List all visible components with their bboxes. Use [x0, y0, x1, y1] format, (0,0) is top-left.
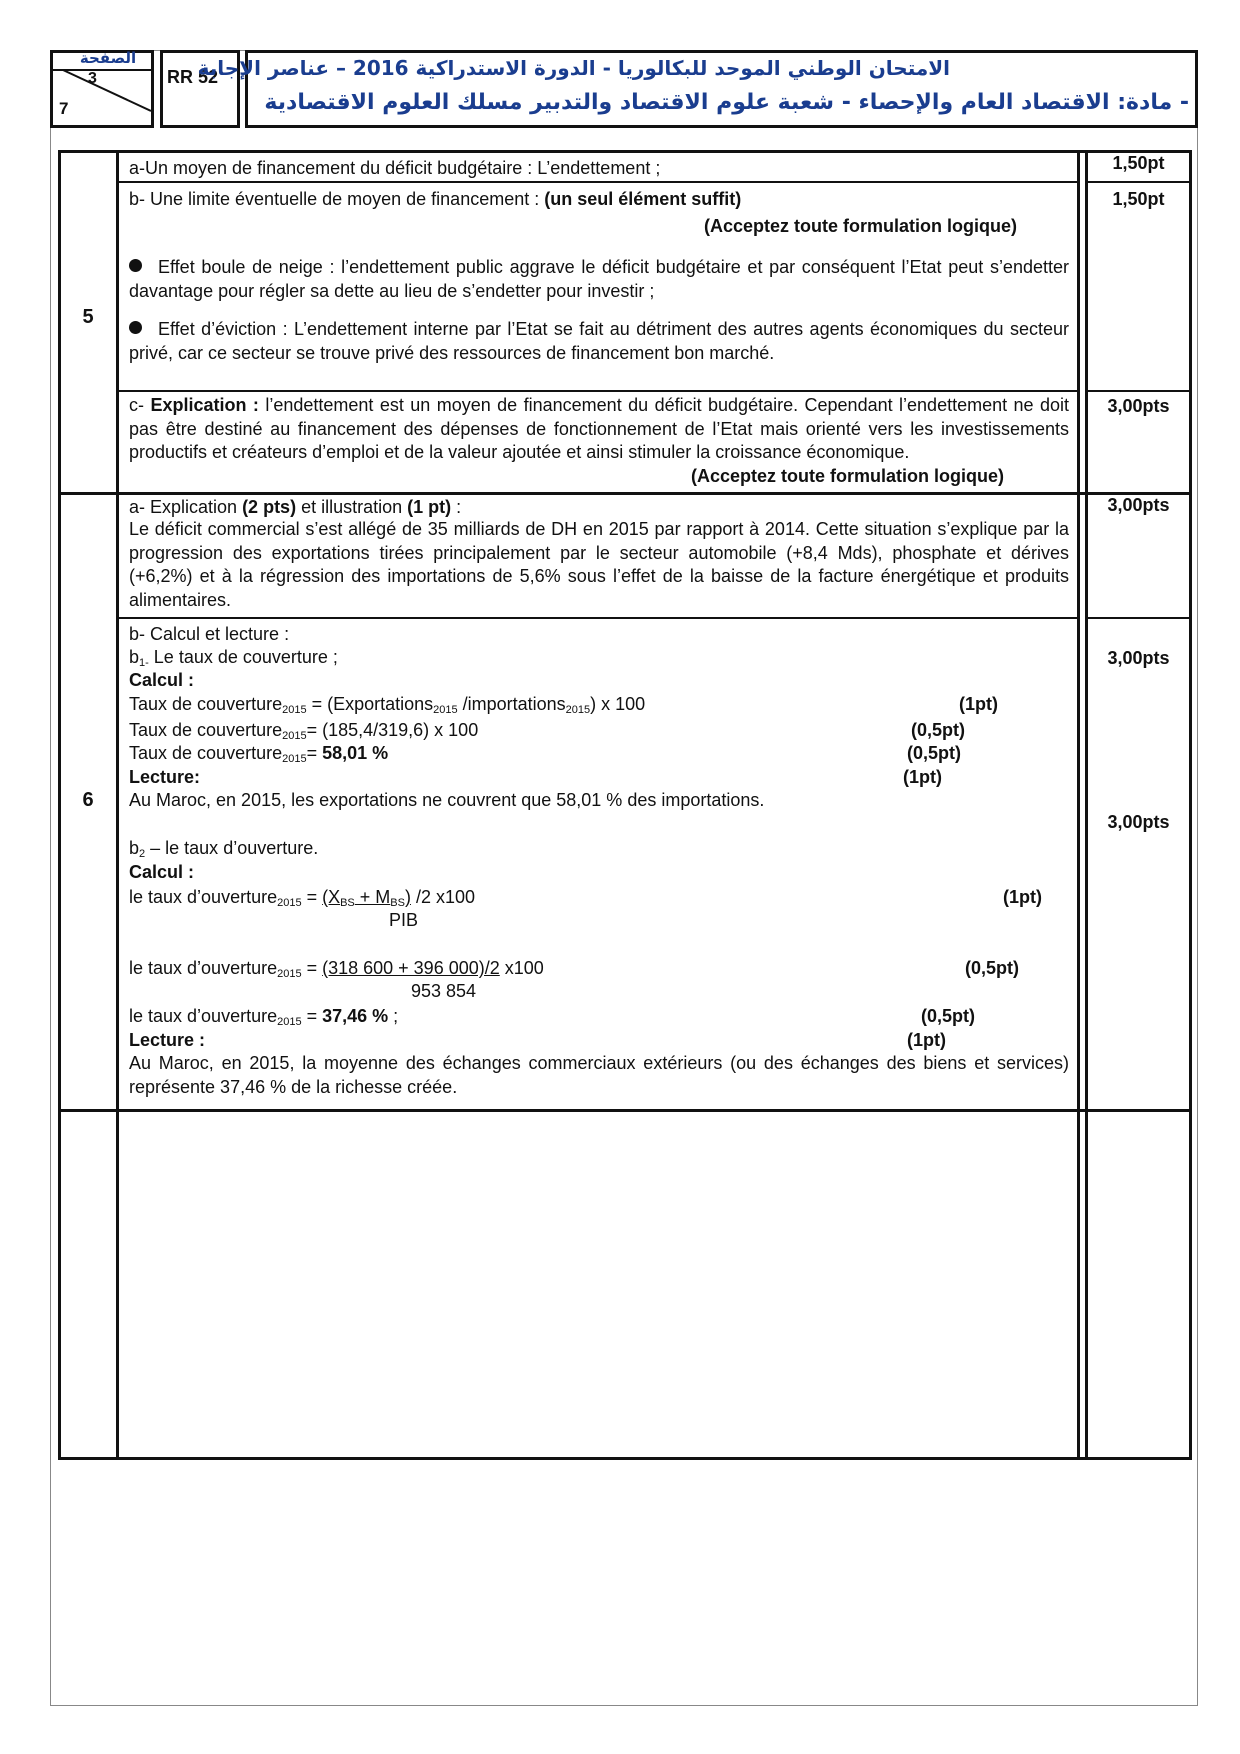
o3-b: =	[301, 1006, 323, 1026]
q6b2-formula-2-denominator: 953 854	[411, 981, 477, 1001]
f3-result: 58,01 %	[322, 743, 389, 763]
f3-a: Taux de couverture	[129, 743, 283, 763]
q6b2-sub: 2	[139, 848, 146, 860]
q6b2-formula-1-denominator: PIB	[389, 910, 419, 930]
q5b-intro-bold: (un seul élément suffit)	[544, 189, 742, 209]
question-number-6: 6	[82, 789, 94, 811]
o1-num-s1: BS	[340, 897, 355, 909]
page-number-box	[50, 50, 154, 128]
q6b2-formula-2	[129, 957, 544, 985]
q6b1-formula-2-points: (0,5pt)	[911, 720, 965, 740]
exam-title-line1: الامتحان الوطني الموحد للبكالوريا - الدورة الاستدراكية 2016 – عناصر الإجابة	[197, 56, 950, 80]
q5b-points: 1,50pt	[1112, 189, 1165, 209]
f1-a: Taux de couverture	[129, 694, 283, 714]
subrow-separator	[116, 181, 1080, 183]
q6a-text: Le déficit commercial s’est allégé de 35 milliards de DH en 2015 par rapport à 2014. Cette situation s’explique par la progression des exportations tirées principalement par le secteur automobile (+8,4 Mds), phosphate et dérives (+6,2%) et à la régression des importations de 5,6% sous l’effet de la baisse de la facture énergétique et produits alimentaires.	[129, 519, 1069, 610]
total-pages: 7	[59, 99, 69, 118]
q5a-points: 1,50pt	[1112, 153, 1165, 173]
q6b1-calcul-label: Calcul :	[129, 670, 195, 690]
f1-c: /importations	[457, 694, 566, 714]
q6a-heading-mid: et illustration	[296, 497, 408, 517]
q6b1-formula-3-points: (0,5pt)	[907, 743, 961, 763]
q5b-bullet-2	[129, 318, 1069, 365]
q6b1-lecture-label: Lecture:	[129, 767, 201, 787]
q6b2-formula-3-points: (0,5pt)	[921, 1006, 975, 1026]
f2-a: Taux de couverture	[129, 720, 283, 740]
q6a-points: 3,00pts	[1107, 495, 1170, 515]
q5a-text: a-Un moyen de financement du déficit budgétaire : L’endettement ;	[129, 158, 661, 178]
o2-numerator: (318 600 + 396 000)/2	[322, 958, 500, 978]
q6b1-sub: 1-	[139, 657, 149, 669]
q6a-heading-text: a- Explication	[129, 497, 243, 517]
q6b1-text: Le taux de couverture ;	[148, 647, 338, 667]
bullet-icon	[129, 259, 142, 272]
o2-b: =	[301, 958, 323, 978]
q5c-text	[129, 394, 1069, 465]
q5b-bullet-1-text: Effet boule de neige : l’endettement public aggrave le déficit budgétaire et par conséquent l’Etat peut s’endetter davantage pour régler sa dette au lieu de s’endetter pour investir ;	[129, 257, 1069, 301]
q5c-body: l’endettement est un moyen de financement du déficit budgétaire. Cependant l’endettement ne doit pas être destiné au financement des dépenses de fonctionnement de l’Etat mais orienté vers les investissements productifs et créateurs d’emploi et de la valeur ajoutée et ainsi stimuler la croissance économique.	[129, 395, 1070, 462]
table-border-top	[58, 150, 1192, 153]
q5c-points: 3,00pts	[1107, 396, 1170, 416]
table-col-divider-2	[1077, 150, 1080, 1460]
q6a-heading-end: :	[451, 497, 462, 517]
subrow-separator	[116, 390, 1080, 392]
q6b2-points: 3,00pts	[1107, 812, 1170, 832]
q5b-bullet-1	[129, 256, 1069, 303]
o3-a: le taux d’ouverture	[129, 1006, 278, 1026]
q6a-heading	[129, 496, 461, 518]
table-col-divider-3	[1085, 150, 1088, 1460]
f3-b: =	[306, 743, 323, 763]
subrow-separator	[1085, 617, 1192, 619]
f1-s2: 2015	[433, 704, 458, 716]
q6b1-points: 3,00pts	[1107, 648, 1170, 668]
o2-c: x100	[499, 958, 544, 978]
page-number: 3	[88, 70, 97, 87]
f1-s3: 2015	[565, 704, 591, 716]
q5b-bullet-2-text: Effet d’éviction : L’endettement interne par l’Etat se fait au détriment des autres agents économiques du secteur privé, car ce secteur se trouve privé des ressources de financement bon marché.	[129, 319, 1069, 363]
q6b2-lecture-points: (1pt)	[907, 1030, 946, 1050]
q6a-heading-bold2: (1 pt)	[407, 497, 452, 517]
o2-a: le taux d’ouverture	[129, 958, 278, 978]
o1-c: /2 x100	[410, 887, 476, 907]
f1-s1: 2015	[282, 704, 307, 716]
q6b1-formula-1	[129, 693, 645, 721]
q6b1-formula-1-points: (1pt)	[959, 694, 998, 714]
q5c-accept: (Acceptez toute formulation logique)	[691, 466, 1004, 486]
o1-num-b: + M	[354, 887, 391, 907]
q5b-intro-text: b- Une limite éventuelle de moyen de financement :	[129, 189, 545, 209]
table-border-bottom	[58, 1457, 1192, 1460]
subrow-separator	[116, 617, 1080, 619]
bullet-icon	[129, 321, 142, 334]
page-label: الصفحة	[79, 49, 137, 67]
q6b2-formula-2-points: (0,5pt)	[965, 958, 1019, 978]
exam-title-box	[197, 50, 1198, 128]
q6b2-formula-1-points: (1pt)	[1003, 887, 1042, 907]
q6b1-prefix: b	[129, 647, 140, 667]
f2-s: 2015	[282, 730, 307, 742]
o2-s: 2015	[277, 968, 302, 980]
f1-b: = (Exportations	[306, 694, 434, 714]
q6b2-text: – le taux d’ouverture.	[145, 838, 319, 858]
q6b-title: b- Calcul et lecture :	[129, 624, 290, 644]
subrow-separator	[1085, 181, 1192, 183]
subrow-separator	[1085, 390, 1192, 392]
q6a-heading-bold: (2 pts)	[242, 497, 297, 517]
q6b2-lecture-label: Lecture :	[129, 1030, 206, 1050]
o1-s: 2015	[277, 897, 302, 909]
exam-title-line2: - مادة: الاقتصاد العام والإحصاء - شعبة علوم الاقتصاد والتدبير مسلك العلوم الاقتصادية	[264, 90, 1189, 115]
table-border-right	[1189, 150, 1192, 1460]
q6b2-calcul-label: Calcul :	[129, 862, 195, 882]
f2-b: = (185,4/319,6) x 100	[306, 720, 479, 740]
o3-s: 2015	[277, 1016, 302, 1028]
o1-num-a: (X	[322, 887, 341, 907]
o1-a: le taux d’ouverture	[129, 887, 278, 907]
o3-result: 37,46 %	[322, 1006, 389, 1026]
q6b2-prefix: b	[129, 838, 140, 858]
f1-d: ) x 100	[590, 694, 646, 714]
q6b1-lecture-text: Au Maroc, en 2015, les exportations ne couvrent que 58,01 % des importations.	[129, 790, 765, 810]
o3-c: ;	[388, 1006, 399, 1026]
q6b2-formula-1	[129, 886, 475, 914]
row-separator	[58, 1109, 1192, 1112]
q5b-intro	[129, 188, 741, 210]
exam-code: RR 52	[167, 67, 219, 87]
o1-b: =	[301, 887, 323, 907]
q6b2-lecture-text: Au Maroc, en 2015, la moyenne des échanges commerciaux extérieurs (ou des échanges des biens et services) représente 37,46 % de la richesse créée.	[129, 1053, 1069, 1097]
o1-num-c: )	[404, 887, 411, 907]
q5b-accept: (Acceptez toute formulation logique)	[704, 216, 1017, 236]
o1-numerator	[322, 887, 411, 907]
row-separator	[58, 492, 1192, 495]
q6b1-lecture-points: (1pt)	[903, 767, 942, 787]
q5c-label-bold: Explication :	[150, 395, 259, 415]
q5c-label: c-	[129, 395, 151, 415]
o1-num-s2: BS	[390, 897, 405, 909]
f3-s: 2015	[282, 753, 307, 765]
question-number-5: 5	[82, 306, 94, 328]
